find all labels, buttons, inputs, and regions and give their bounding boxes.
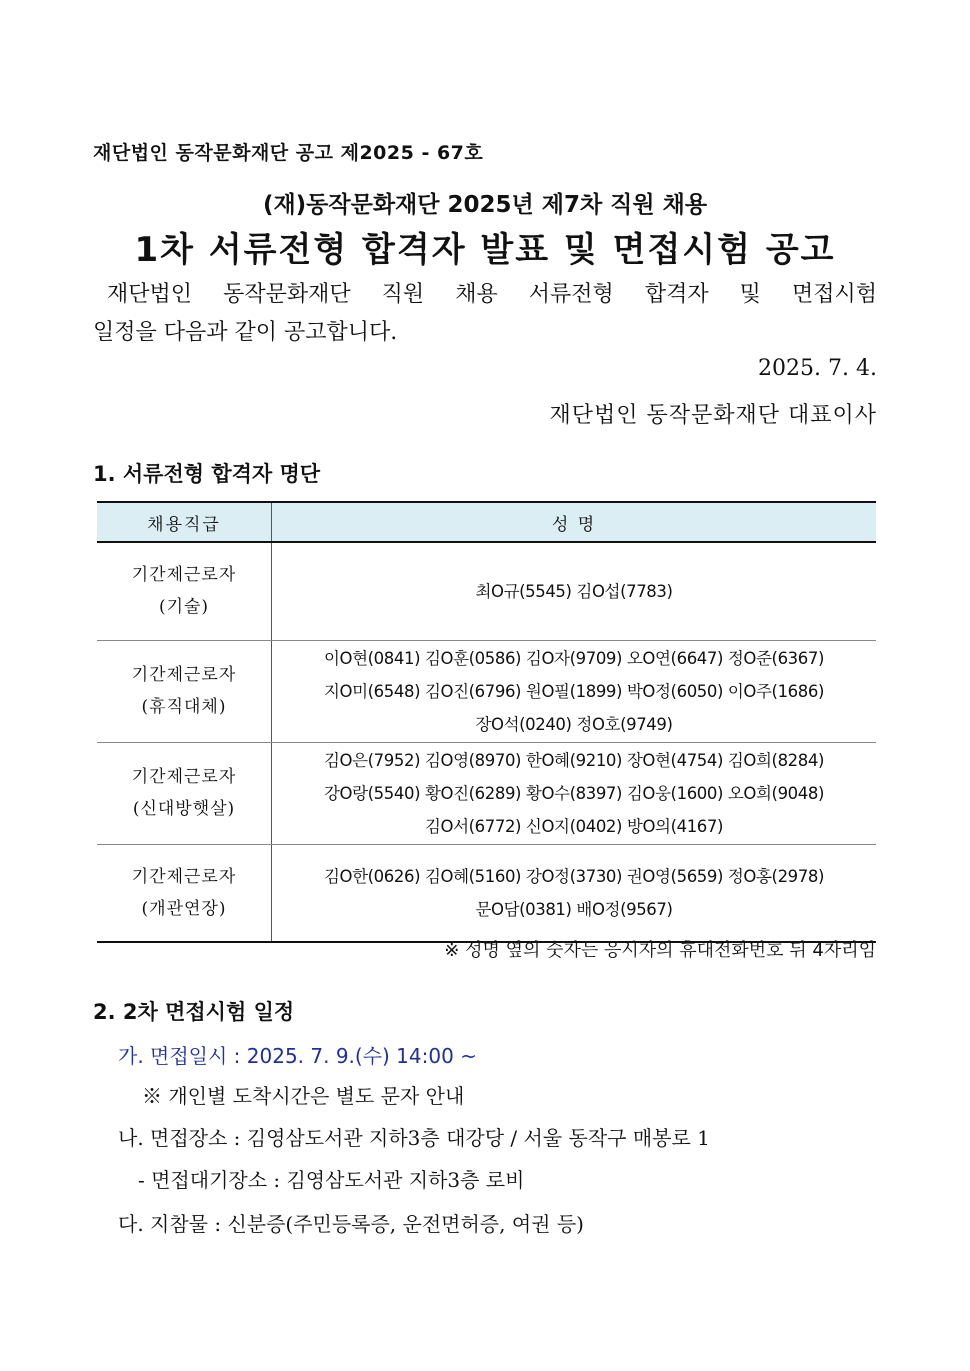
names-line: 최O규(5545) 김O섭(7783) bbox=[475, 581, 673, 601]
position-type: (개관연장) bbox=[141, 898, 227, 919]
position-type: (휴직대체) bbox=[141, 697, 227, 717]
names-cell bbox=[272, 844, 877, 942]
position-title: 기간제근로자 bbox=[131, 565, 237, 586]
position-cell bbox=[97, 640, 272, 742]
interview-datetime: 가. 면접일시 : 2025. 7. 9.(수) 14:00 ~ bbox=[118, 1044, 477, 1068]
names-line: 김O서(6772) 신O지(0402) 방O의(4167) bbox=[424, 816, 724, 836]
position-title: 기간제근로자 bbox=[131, 866, 237, 887]
position-title: 기간제근로자 bbox=[131, 665, 237, 685]
document-title: 1차 서류전형 합격자 발표 및 면접시험 공고 bbox=[134, 230, 836, 270]
position-type: (기술) bbox=[158, 597, 210, 618]
names-cell bbox=[272, 640, 877, 742]
document-subtitle: (재)동작문화재단 2025년 제7차 직원 채용 bbox=[262, 192, 708, 218]
position-title: 기간제근로자 bbox=[131, 767, 237, 787]
intro-paragraph bbox=[93, 276, 877, 352]
position-cell bbox=[97, 742, 272, 844]
section-1-heading: 1. 서류전형 합격자 명단 bbox=[93, 462, 321, 486]
position-cell bbox=[97, 542, 272, 640]
names-line: 김O한(0626) 김O혜(5160) 강O정(3730) 권O영(5659) 정O홍(2978) bbox=[323, 866, 825, 886]
table-row bbox=[97, 542, 876, 640]
names-cell bbox=[272, 742, 877, 844]
names-cell bbox=[272, 542, 877, 640]
items-to-bring: 다. 지참물 : 신분증(주민등록증, 운전면허증, 여권 등) bbox=[118, 1212, 584, 1236]
names-line: 지O미(6548) 김O진(6796) 원O필(1899) 박O정(6050) 이O주(1686) bbox=[323, 681, 825, 701]
names-line: 김O은(7952) 김O영(8970) 한O혜(9210) 장O현(4754) 김O희(8284) bbox=[323, 750, 825, 770]
names-line: 이O현(0841) 김O훈(0586) 김O자(9709) 오O연(6647) 정O준(6367) bbox=[323, 648, 825, 668]
position-cell bbox=[97, 844, 272, 942]
passer-table bbox=[97, 501, 876, 943]
names-line: 문O담(0381) 배O정(9567) bbox=[475, 899, 673, 919]
header-names: 성 명 bbox=[272, 502, 877, 542]
position-type: (신대방햇살) bbox=[132, 799, 236, 819]
header-position: 채용직급 bbox=[97, 502, 272, 542]
table-row bbox=[97, 640, 876, 742]
table-row bbox=[97, 742, 876, 844]
table-row bbox=[97, 844, 876, 942]
notice-number: 재단법인 동작문화재단 공고 제2025 - 67호 bbox=[93, 142, 484, 164]
intro-line-1: 재단법인 동작문화재단 직원 채용 서류전형 합격자 및 면접시험 bbox=[107, 282, 877, 307]
interview-location: 나. 면접장소 : 김영삼도서관 지하3층 대강당 / 서울 동작구 매봉로 1 bbox=[118, 1126, 710, 1150]
section-2-heading: 2. 2차 면접시험 일정 bbox=[93, 1000, 295, 1024]
waiting-location: - 면접대기장소 : 김영삼도서관 지하3층 로비 bbox=[138, 1168, 525, 1192]
arrival-time-note: ※ 개인별 도착시간은 별도 문자 안내 bbox=[142, 1084, 465, 1108]
intro-line-2: 일정을 다음과 같이 공고합니다. bbox=[93, 320, 398, 345]
names-line: 장O석(0240) 정O호(9749) bbox=[475, 714, 673, 734]
table-header-row bbox=[97, 502, 876, 542]
names-line: 강O랑(5540) 황O진(6289) 황O수(8397) 김O웅(1600) 오O희(9048) bbox=[323, 783, 825, 803]
table-footnote: ※ 성명 옆의 숫자는 응시자의 휴대전화번호 뒤 4자리임 bbox=[444, 940, 876, 961]
signer: 재단법인 동작문화재단 대표이사 bbox=[549, 403, 877, 428]
notice-date: 2025. 7. 4. bbox=[758, 356, 877, 381]
